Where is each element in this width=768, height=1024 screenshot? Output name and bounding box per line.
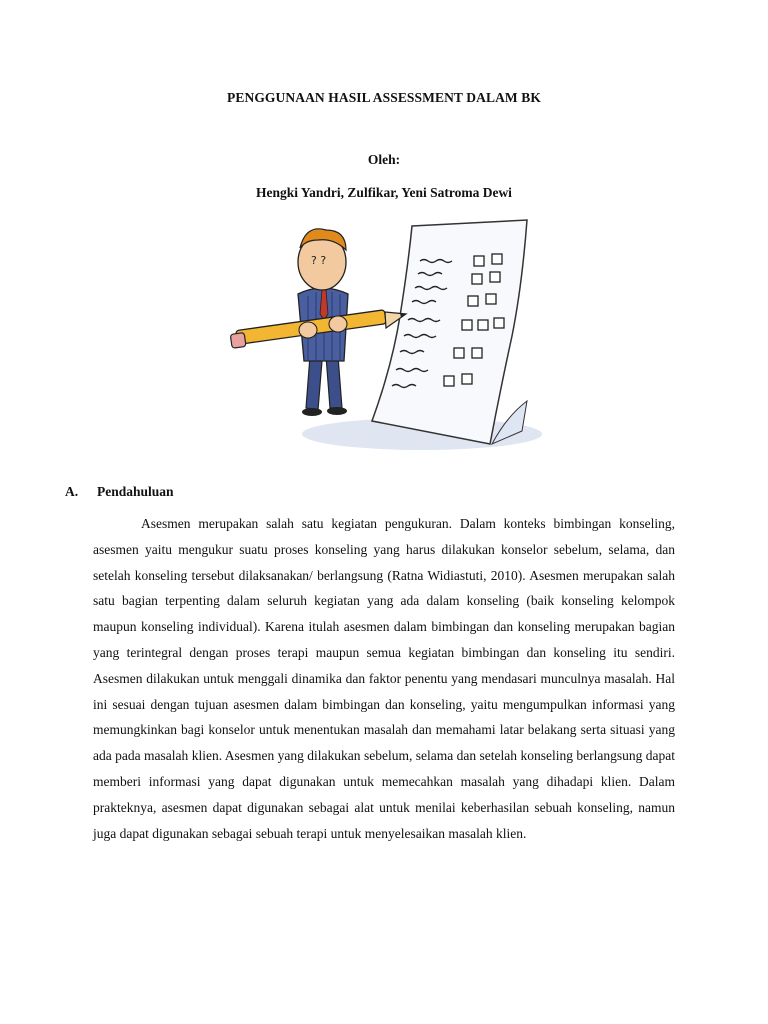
intro-paragraph: Asesmen merupakan salah satu kegiatan pengukuran. Dalam konteks bimbingan konseling, asesmen yaitu mengukur suatu proses konseling yang harus dilakukan konselor sebelum, selama, dan setelah konseling tersebut dilaksanakan/ berlangsung (Ratna Widiastuti, 2010). Asesmen merupakan salah satu bagian terpenting dalam seluruh kegiatan yang ada dalam konseling (baik konseling kelompok maupun konseling individual). Karena itulah asesmen dalam bimbingan dan konseling merupakan bagian yang terintegral dengan proses terapi maupun semua kegiatan bimbingan dan konseling itu sendiri. Asesmen dilakukan untuk menggali dinamika dan faktor penentu yang mendasari munculnya masalah. Hal ini sesuai dengan tujuan asesmen dalam bimbingan dan konseling, yaitu mengumpulkan informasi yang memungkinkan bagi konselor untuk menentukan masalah dan memahami latar belakang serta situasi yang ada pada masalah klien. Asesmen yang dilakukan sebelum, selama dan setelah konseling berlangsung dapat memberi informasi yang dapat digunakan untuk memecahkan masalah yang dihadapi klien. Dalam prakteknya, asesmen dapat digunakan sebagai alat untuk menilai keberhasilan sebuah konseling, namun juga dapat digunakan sebagai sebuah terapi untuk menyelesaikan masalah klien. [93,516,675,841]
section-title: Pendahuluan [97,484,174,499]
right-leg [326,356,342,408]
questionnaire-sheet [372,220,527,444]
person-with-pencil-questionnaire-illustration [222,216,552,456]
byline-label: Oleh: [367,152,401,167]
section-heading [65,484,174,500]
right-hand [329,316,347,332]
left-hand [299,322,317,338]
illustration-svg [222,216,552,456]
right-shoe [327,407,347,415]
author-list: Hengki Yandri, Zulfikar, Yeni Satroma Dewi [256,185,512,200]
section-number: A. [65,484,79,499]
left-shoe [302,408,322,416]
document-title: PENGGUNAAN HASIL ASSESSMENT DALAM BK [227,90,541,105]
left-leg [306,356,322,410]
question-marks: ? ? [311,254,327,267]
